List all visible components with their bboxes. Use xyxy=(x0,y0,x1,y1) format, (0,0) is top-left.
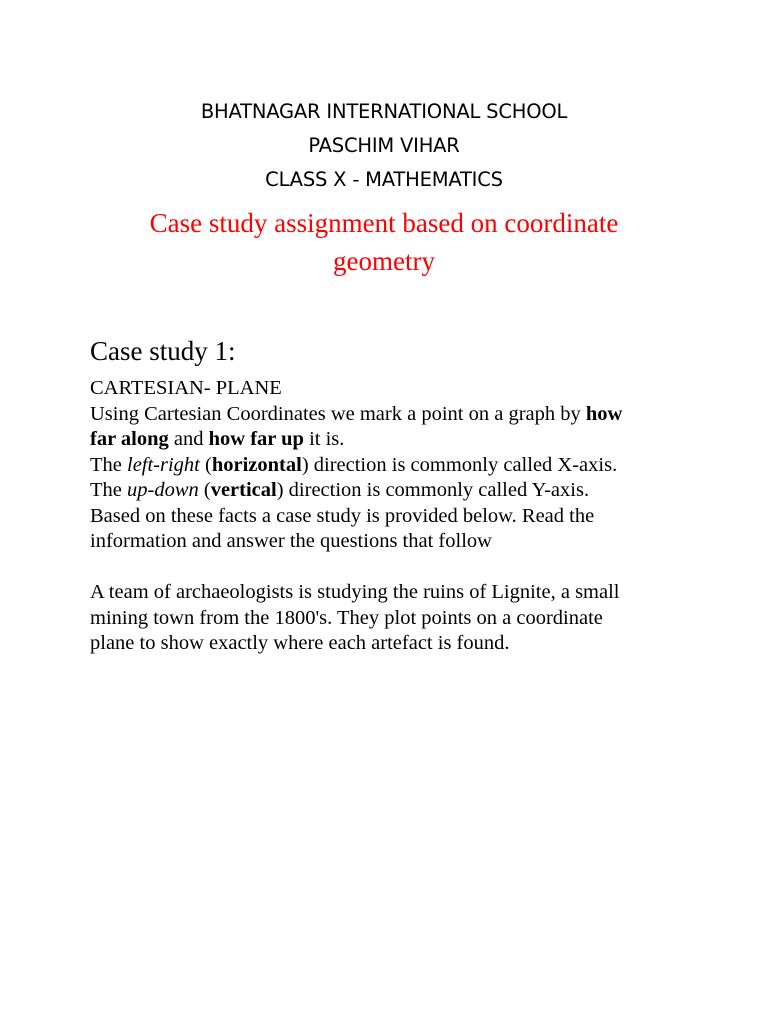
scenario-line-2: mining town from the 1800's. They plot points on a coordinate xyxy=(90,606,603,629)
text-run: and xyxy=(168,428,209,450)
scenario-line-3: plane to show exactly where each artefact is found. xyxy=(90,632,510,654)
school-branch: PASCHIM VIHAR xyxy=(308,134,460,157)
cartesian-intro xyxy=(90,376,690,555)
italic-run: up-down xyxy=(127,479,199,501)
school-name: BHATNAGAR INTERNATIONAL SCHOOL xyxy=(200,100,568,123)
text-run: ( xyxy=(198,479,211,501)
text-run: ) direction is commonly called Y-axis. xyxy=(276,479,590,501)
cartesian-subheading: CARTESIAN- PLANE xyxy=(90,377,282,399)
intro-line-2 xyxy=(90,427,690,453)
instructions-line-2: information and answer the questions that follow xyxy=(90,530,492,552)
text-run: Using Cartesian Coordinates we mark a point on a graph by xyxy=(90,402,586,425)
italic-run: left-right xyxy=(127,453,200,476)
y-axis-line xyxy=(90,478,690,504)
bold-run: horizontal xyxy=(211,453,302,476)
assignment-title-line-1: Case study assignment based on coordinate xyxy=(149,208,619,238)
x-axis-line xyxy=(90,453,690,479)
bold-run: how far up xyxy=(208,428,304,450)
instructions-line-1: Based on these facts a case study is provided below. Read the xyxy=(90,504,595,527)
bold-run: far along xyxy=(90,428,169,450)
text-run: it is. xyxy=(303,428,345,450)
intro-line-1 xyxy=(90,402,690,428)
text-run: ) direction is commonly called X-axis. xyxy=(301,453,618,476)
assignment-title xyxy=(100,204,668,280)
scenario-line-1: A team of archaeologists is studying the ruins of Lignite, a small xyxy=(90,581,620,603)
bold-run: how xyxy=(585,402,623,425)
bold-run: vertical xyxy=(210,479,277,501)
assignment-title-line-2: geometry xyxy=(333,246,435,276)
text-run: The xyxy=(90,479,127,501)
text-run: ( xyxy=(199,453,212,476)
school-header xyxy=(0,95,768,197)
case-scenario xyxy=(90,580,690,657)
case-study-heading: Case study 1: xyxy=(90,336,236,366)
class-subject: CLASS X - MATHEMATICS xyxy=(265,168,503,191)
text-run: The xyxy=(90,453,127,476)
